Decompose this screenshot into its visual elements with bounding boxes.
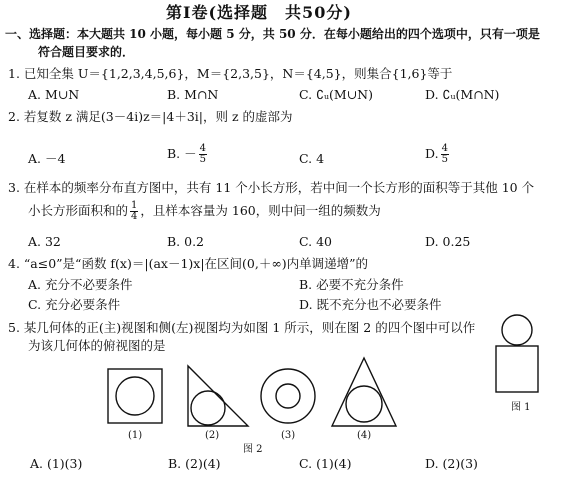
- q1-option-c: C. ∁ᵤ(M∪N): [299, 87, 373, 102]
- instructions-line2: 符合题目要求的．: [38, 45, 135, 59]
- q3-option-a: A. 32: [28, 234, 61, 249]
- figure-2-3-inner-circle: [276, 384, 300, 408]
- q2-option-a: A. －4: [28, 151, 66, 166]
- figure-2-2-triangle: [188, 366, 248, 426]
- q4-option-d: D. 既不充分也不必要条件: [299, 297, 442, 312]
- q2-option-d-prefix: D.: [425, 146, 439, 161]
- figure-1: [492, 314, 542, 396]
- q3-fraction-denominator: 4: [131, 211, 138, 222]
- q2-option-c: C. 4: [299, 151, 325, 166]
- q4-option-c: C. 充分必要条件: [28, 297, 121, 312]
- q3-stem-line2: [28, 201, 381, 222]
- figure-2-label-1: (1): [128, 430, 143, 441]
- q2-option-d: [425, 144, 451, 165]
- q4-option-a: A. 充分不必要条件: [28, 277, 133, 292]
- q2-option-b-fraction: [199, 144, 207, 165]
- q2-option-b-denominator: 5: [199, 154, 207, 165]
- figure-2-4-triangle: [332, 358, 396, 426]
- q3-fraction: [130, 201, 138, 222]
- figure-2-4-circle: [346, 386, 382, 422]
- q3-stem-line2-prefix: 小长方形面积和的: [28, 203, 129, 218]
- q2-option-b-prefix: B. －: [167, 146, 197, 161]
- q1-option-b: B. M∩N: [167, 87, 219, 102]
- q2-option-d-denominator: 5: [441, 154, 448, 165]
- figure-1-caption: 图 1: [511, 402, 531, 413]
- q2-option-d-fraction: [441, 144, 449, 165]
- figure-2-label-4: (4): [357, 430, 372, 441]
- figure-2-label-3: (3): [281, 430, 296, 441]
- figure-1-square: [496, 346, 538, 392]
- figure-2-label-2: (2): [205, 430, 220, 441]
- figure-2-option-4: [330, 356, 398, 430]
- figure-1-circle: [502, 315, 532, 345]
- q5-option-d: D. (2)(3): [425, 456, 478, 471]
- section-title: 第Ⅰ卷(选择题 共50分): [166, 3, 352, 22]
- q3-option-c: C. 40: [299, 234, 332, 249]
- q5-option-a: A. (1)(3): [30, 456, 83, 471]
- figure-2-caption: 图 2: [243, 444, 263, 455]
- figure-2-option-3: [258, 368, 318, 428]
- q1-stem: 1. 已知全集 U＝{1,2,3,4,5,6}，M＝{2,3,5}，N＝{4,5}，则集合{1,6}等于: [8, 66, 453, 81]
- q3-option-d: D. 0.25: [425, 234, 471, 249]
- q4-option-b: B. 必要不充分条件: [299, 277, 404, 292]
- q3-stem-line2-suffix: ，且样本容量为 160，则中间一组的频数为: [140, 203, 381, 218]
- q2-option-d-numerator: 4: [441, 143, 448, 154]
- instructions-line1: 一、选择题：本大题共 10 小题，每小题 5 分，共 50 分．在每小题给出的四个选项中，只有一项是: [5, 27, 540, 41]
- q2-option-b-numerator: 4: [199, 143, 207, 154]
- q1-option-d: D. ∁ᵤ(M∩N): [425, 87, 500, 102]
- q3-fraction-numerator: 1: [131, 200, 138, 211]
- figure-2-option-2: [186, 364, 250, 428]
- figure-2-option-1: [107, 368, 163, 424]
- q4-stem: 4. “a≤0”是“函数 f(x)＝|(ax－1)x|在区间(0,＋∞)内单调递增”的: [8, 256, 369, 271]
- q3-stem-line1: 3. 在样本的频率分布直方图中，共有 11 个小长方形，若中间一个长方形的面积等于其他 10 个: [8, 180, 535, 195]
- q5-stem-line2: 为该几何体的俯视图的是: [28, 338, 166, 353]
- q5-option-b: B. (2)(4): [168, 456, 221, 471]
- figure-2-1-circle: [116, 377, 154, 415]
- figure-2-2-circle: [191, 391, 225, 425]
- q2-option-b: [167, 144, 209, 165]
- q5-stem-line1: 5. 某几何体的正(主)视图和侧(左)视图均为如图 1 所示，则在图 2 的四个图中可以作: [8, 320, 476, 335]
- q2-stem: 2. 若复数 z 满足(3－4i)z＝|4＋3i|，则 z 的虚部为: [8, 109, 293, 124]
- q5-option-c: C. (1)(4): [299, 456, 352, 471]
- q1-option-a: A. M∪N: [28, 87, 80, 102]
- figure-2-3-outer-circle: [261, 369, 315, 423]
- q3-option-b: B. 0.2: [167, 234, 205, 249]
